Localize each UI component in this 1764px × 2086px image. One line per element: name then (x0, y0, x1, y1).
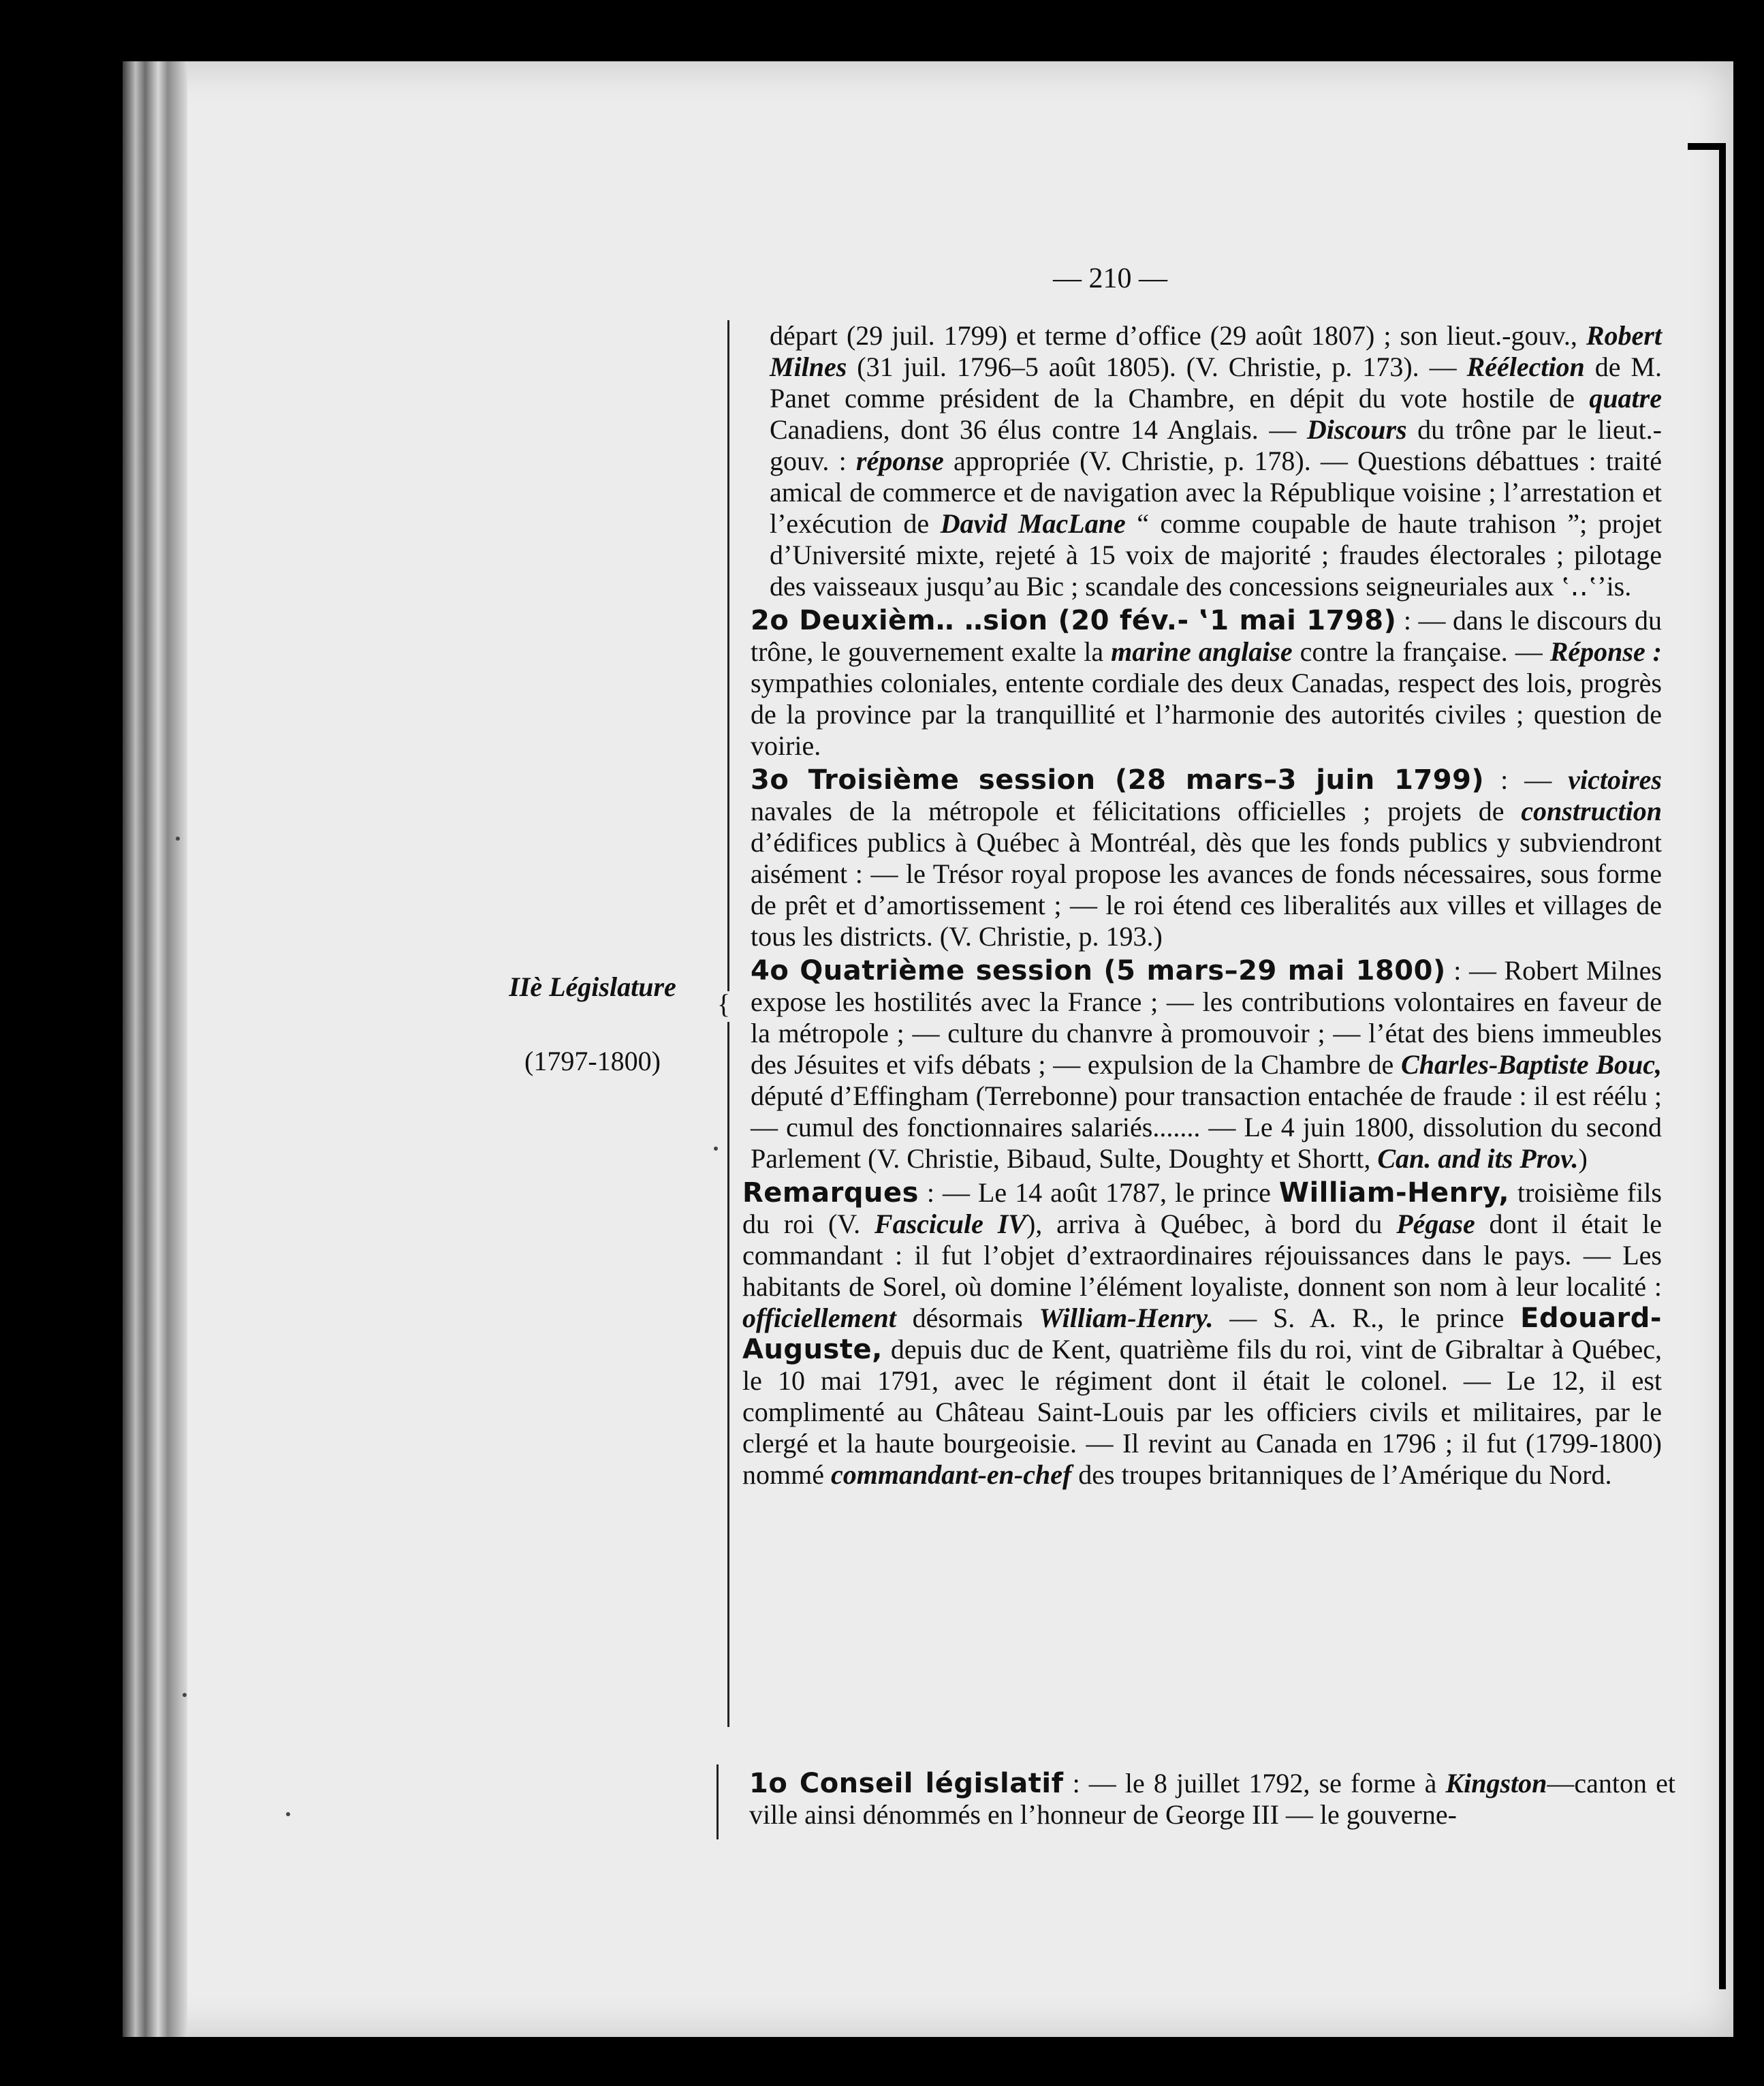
text-run: : — le 8 juillet 1792, se forme à (1063, 1768, 1446, 1799)
italic-run: William-Henry. (1039, 1303, 1214, 1333)
scan-speck (176, 837, 180, 841)
text-run: désormais (896, 1303, 1039, 1333)
paragraph-deuxieme-session (751, 605, 1662, 762)
italic-run: Discours (1306, 414, 1407, 445)
text-run: “ comme coupable de haute trahison ”; projet d’Université mixte, rejeté à 15 voix de majorité ; fraudes électorales ; pilotage des vaisseaux jusqu’au Bic ; scandale des concessions seigneuriales aux (770, 508, 1662, 602)
text-run: du trône par le lieut.-gouv. : (770, 414, 1663, 476)
italic-run: David MacLane (940, 508, 1126, 539)
text-run: sympathies coloniales, entente cordiale des deux Canadas, respect des lois, progrès de la province par la tranquillité et l’harmonie des autorités civiles ; question de voirie. (751, 668, 1662, 761)
text-run: ), arriva à Québec, à bord du (1026, 1209, 1397, 1239)
page-binding-edge (123, 61, 187, 2037)
brace-upper (727, 320, 729, 991)
text-run: ‛‥‛ʼis. (1560, 571, 1632, 602)
italic-run: officiellement (742, 1303, 896, 1333)
text-run: : — dans le discours du trône, le gouvernement exalte la (751, 605, 1662, 667)
session-heading: 2o Deuxièm‥ ‥sion (20 fév.- ‛1 mai 1798) (751, 605, 1397, 636)
paragraph-remarques (742, 1177, 1662, 1491)
main-text (742, 320, 1663, 1493)
text-run: —canton et ville ainsi dénommés en l’honneur de George III — le gouverne- (749, 1768, 1676, 1830)
italic-run: victoires (1568, 764, 1662, 795)
italic-run: quatre (1589, 383, 1662, 414)
italic-run: Réponse : (1549, 636, 1662, 667)
conseil-heading: 1o Conseil législatif (749, 1768, 1064, 1799)
text-run: : — Robert Milnes expose les hostilités avec la France ; — les contributions volontaires en faveur de la métropole ; — culture du chanvre à promouvoir ; — l’état des biens immeubles des Jésuites et vifs débats ; — expulsion de la Chambre de (751, 955, 1663, 1080)
scan-speck (714, 1147, 718, 1151)
bold-run: William-Henry, (1278, 1177, 1510, 1209)
text-run: dont il était le commandant : il fut l’objet d’extraordinaires réjouissances dans le pays. — Les habitants de Sorel, où domine l’élément loyaliste, donnent son nom à leur localité : (742, 1209, 1663, 1302)
italic-run: commandant-en-chef (830, 1459, 1072, 1490)
paragraph-intro (770, 320, 1662, 602)
italic-run: Robert Milnes (770, 320, 1662, 382)
italic-run: Réélection (1466, 352, 1585, 382)
italic-run: réponse (855, 446, 944, 476)
scan-speck (286, 1812, 290, 1816)
conseil-text (749, 1768, 1675, 1831)
text-run: navales de la métropole et félicitations officielles ; projets de (751, 796, 1522, 826)
italic-run: Kingston (1445, 1768, 1547, 1799)
text-run: député d’Effingham (Terrebonne) pour transaction entachée de fraude : il est réélu ; — cumul des fonctionnaires salariés....... — Le 4 juin 1800, dissolution du second Parlement (V. Christie, Bibaud, Sulte, Doughty et Shortt, (751, 1080, 1662, 1174)
text-run: Canadiens, dont 36 élus contre 14 Anglais. — (770, 414, 1307, 445)
paragraph-conseil-legislatif (749, 1768, 1675, 1831)
text-run: (31 juil. 1796–5 août 1805). (V. Christie, p. 173). — (847, 352, 1467, 382)
brace-point: { (717, 988, 731, 1019)
italic-run: Fascicule IV (874, 1209, 1026, 1239)
page-border (1688, 143, 1726, 1989)
brace-conseil (716, 1764, 719, 1839)
text-run: des troupes britanniques de l’Amérique du Nord. (1071, 1459, 1612, 1490)
scan-speck (183, 1693, 187, 1697)
text-run: d’édifices publics à Québec à Montréal, dès que les fonds publics y subviendront aisément : — le Trésor royal propose les avances de fonds nécessaires, sous forme de prêt et d’amortissement ; — le roi étend ces liberalités aux villes et villages de tous les districts. (V. Christie, p. 193.) (751, 827, 1662, 952)
legislature-years: (1797-1800) (524, 1046, 661, 1076)
legislature-name: IIè Législature (509, 971, 676, 1002)
remarks-heading: Remarques (742, 1177, 919, 1209)
italic-run: marine anglaise (1111, 636, 1293, 667)
brace-lower (727, 1022, 729, 1727)
italic-run: Can. and its Prov. (1377, 1143, 1579, 1174)
text-run: contre la française. — (1292, 636, 1550, 667)
italic-run: construction (1521, 796, 1662, 826)
text-run: — S. A. R., le prince (1213, 1303, 1521, 1333)
italic-run: Charles-Baptiste Bouc, (1401, 1049, 1663, 1080)
session-heading: 3o Troisième session (28 mars–3 juin 1799) (751, 764, 1485, 796)
text-run: ) (1578, 1143, 1588, 1174)
legislature-label (477, 971, 708, 1077)
bold-run: Edouard-Auguste, (742, 1303, 1662, 1365)
text-run: appropriée (V. Christie, p. 178). — Questions débattues : traité amical de commerce et de navigation avec la République voisine ; l’arrestation et l’exécution de (770, 446, 1662, 539)
paragraph-troisieme-session (751, 764, 1662, 952)
paragraph-quatrieme-session (751, 955, 1662, 1174)
session-heading: 4o Quatrième session (5 mars–29 mai 1800) (751, 955, 1446, 986)
text-run: : — (1484, 764, 1569, 795)
text-run: de M. Panet comme président de la Chambre, en dépit du vote hostile de (770, 352, 1662, 414)
page-number: — 210 — (1053, 263, 1167, 294)
text-run: : — Le 14 août 1787, le prince (918, 1177, 1279, 1208)
text-run: depuis duc de Kent, quatrième fils du roi, vint de Gibraltar à Québec, le 10 mai 1791, avec le régiment dont il était le colonel. — Le 12, il est complimenté au Château Saint-Louis par les officiers civils et militaires, par le clergé et la haute bourgeoisie. — Il revint au Canada en 1796 ; il fut (1799-1800) nommé (742, 1334, 1662, 1490)
italic-run: Pégase (1396, 1209, 1475, 1239)
text-run: départ (29 juil. 1799) et terme d’office (29 août 1807) ; son lieut.-gouv., (770, 320, 1586, 351)
text-run: troisième fils du roi (V. (742, 1177, 1662, 1239)
